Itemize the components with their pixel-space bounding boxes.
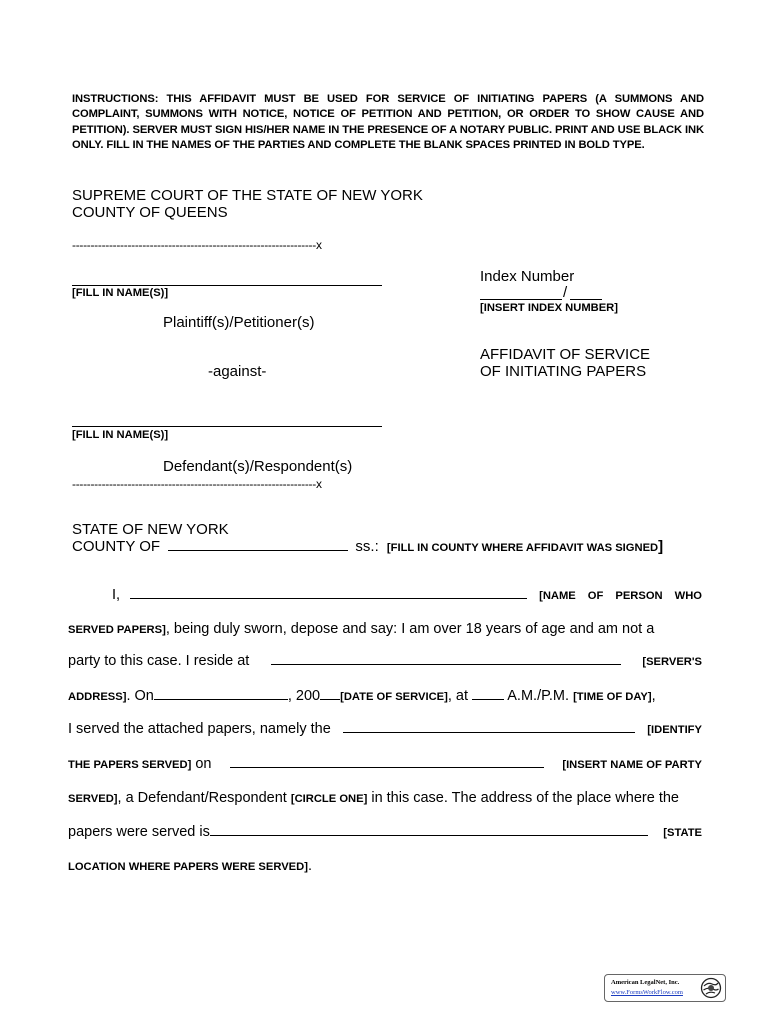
body-line-1 [68, 587, 702, 603]
court-name: SUPREME COURT OF THE STATE OF NEW YORK [72, 187, 423, 204]
date-hint: [DATE OF SERVICE] [340, 691, 448, 703]
server-name-hint-3: PERSON [615, 590, 663, 602]
body-line-7 [68, 790, 702, 806]
location-hint: [STATE [663, 827, 702, 839]
index-number-line-1[interactable] [480, 299, 562, 300]
venue-county-hint: [FILL IN COUNTY WHERE AFFIDAVIT WAS SIGNED [386, 542, 659, 554]
court-county: COUNTY OF QUEENS [72, 204, 228, 221]
defendant-label: Defendant(s)/Respondent(s) [163, 458, 353, 475]
at-text: , at [447, 688, 468, 704]
served-hint: SERVED] [68, 793, 118, 805]
on-text-2: on [191, 756, 212, 772]
index-number-line-2[interactable] [570, 299, 602, 300]
papers-identify-line[interactable] [343, 721, 635, 733]
index-number-hint: [INSERT INDEX NUMBER] [480, 302, 618, 314]
body-i: I, [112, 587, 121, 603]
identify-hint: [IDENTIFY [647, 724, 702, 736]
plaintiff-fill-hint: [FILL IN NAME(S)] [72, 287, 169, 299]
venue-state: STATE OF NEW YORK [72, 521, 229, 538]
index-number-label: Index Number [480, 268, 575, 285]
body-line-4 [68, 688, 702, 704]
location-hint-end: LOCATION WHERE PAPERS WERE SERVED] [68, 861, 308, 873]
body-line-9 [68, 858, 702, 874]
body-line-5 [68, 721, 702, 737]
server-name-hint-4: WHO [674, 590, 702, 602]
body-line-3 [68, 653, 702, 669]
globe-logo-icon [700, 977, 722, 999]
caption-top-dashes: ------------------------------------------------------------------x [72, 238, 322, 252]
body-line-2 [68, 621, 702, 637]
venue-bracket: ] [658, 538, 664, 555]
server-name-hint-2: OF [587, 590, 604, 602]
service-location-line[interactable] [210, 824, 648, 836]
reside-text: party to this case. I reside at [68, 653, 250, 669]
caption-bottom-dashes: ------------------------------------------------------------------x [72, 477, 322, 491]
venue-county-row [72, 538, 663, 555]
party-name-line[interactable] [230, 756, 544, 768]
venue-county-line[interactable] [168, 539, 348, 551]
venue-ss: ss.: [355, 538, 379, 555]
served-at-text: papers were served is [68, 824, 210, 840]
defendant-text: , a Defendant/Respondent [117, 790, 291, 806]
affidavit-title-line2: OF INITIATING PAPERS [480, 363, 647, 380]
service-time-line[interactable] [472, 688, 504, 700]
ampm-text: A.M./P.M. [507, 688, 570, 704]
footer-company: American LegalNet, Inc. [611, 979, 680, 986]
served-papers-text: I served the attached papers, namely the [68, 721, 331, 737]
venue-county-prefix: COUNTY OF [72, 538, 161, 555]
comma-text: , [651, 688, 656, 704]
instructions-text: INSTRUCTIONS: THIS AFFIDAVIT MUST BE USED FOR SERVICE OF INITIATING PAPERS (A SUMMONS AND COMPLAINT, SUMMONS WITH NOTICE, NOTICE OF PETITION AND PETITION, OR ORDER TO SHOW CAUSE AND PETITION). SERVER MUST SIGN HIS/HER NAME IN THE PRESENCE OF A NOTARY PUBLIC. PRINT AND USE BLACK INK ONLY. FILL IN THE NAMES OF THE PARTIES AND COMPLETE THE BLANK SPACES PRINTED IN BOLD TYPE. [72, 93, 704, 151]
served-papers-hint: SERVED PAPERS] [68, 624, 166, 636]
server-address-hint: [SERVER'S [642, 656, 702, 668]
plaintiff-name-line[interactable] [72, 285, 382, 286]
service-year-line[interactable] [320, 688, 340, 700]
defendant-fill-hint: [FILL IN NAME(S)] [72, 429, 169, 441]
affidavit-title-line1: AFFIDAVIT OF SERVICE [480, 346, 651, 363]
body-line-8 [68, 824, 702, 840]
against-text: -against- [208, 363, 267, 380]
papers-served-hint: THE PAPERS SERVED] [68, 759, 192, 771]
index-number-slash: / [563, 284, 568, 301]
court-heading [72, 187, 423, 221]
period-text: . [307, 858, 312, 874]
year-text: , 200 [287, 688, 321, 704]
server-name-line[interactable] [130, 587, 527, 599]
server-name-hint-1: [NAME [539, 590, 576, 602]
footer-url[interactable]: www.FormsWorkFlow.com [611, 989, 683, 996]
plaintiff-label: Plaintiff(s)/Petitioner(s) [163, 314, 315, 331]
footer-badge [604, 974, 726, 1002]
address-hint-end: ADDRESS] [68, 691, 127, 703]
party-name-hint: [INSERT NAME OF PARTY [562, 759, 702, 771]
service-date-line[interactable] [154, 688, 288, 700]
defendant-name-line[interactable] [72, 426, 382, 427]
server-address-line[interactable] [271, 653, 621, 665]
time-hint: [TIME OF DAY] [573, 691, 652, 703]
circle-one-hint: [CIRCLE ONE] [290, 793, 368, 805]
body-line-6 [68, 756, 702, 772]
address-intro-text: in this case. The address of the place where the [367, 790, 679, 806]
on-text: . On [126, 688, 154, 704]
sworn-text: , being duly sworn, depose and say: I am over 18 years of age and am not a [165, 621, 655, 637]
